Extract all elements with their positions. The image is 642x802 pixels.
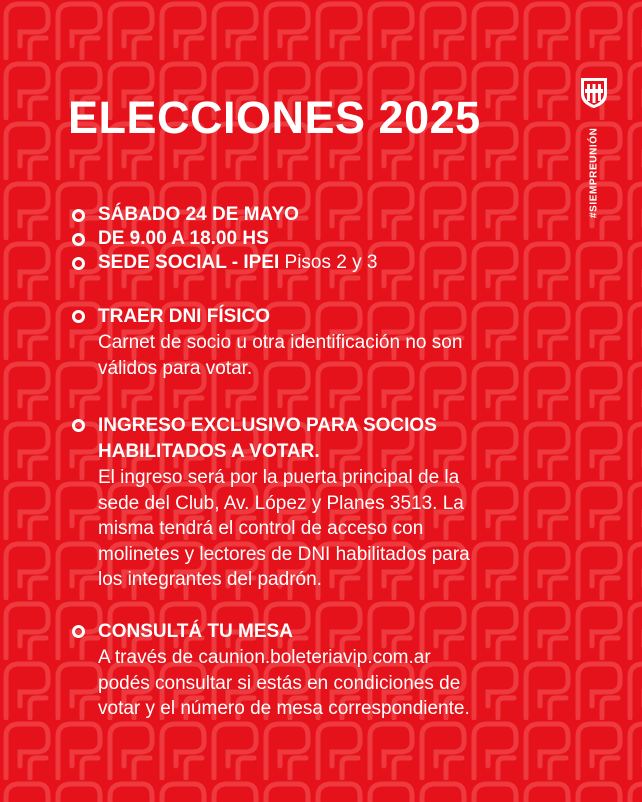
heading-line: TRAER DNI FÍSICO [98,306,271,327]
club-crest-icon [578,76,610,110]
section-table-body [68,645,558,722]
body-line: misma tendrá el control de acceso con [98,518,424,539]
info-location [68,251,558,275]
heading-line: INGRESO EXCLUSIVO PARA SOCIOS [98,415,437,436]
section-dni-heading [68,304,558,330]
section-dni [68,304,558,381]
section-dni-body [68,330,558,381]
body-line: los integrantes del padrón. [98,569,322,590]
bullet-icon [72,257,85,270]
event-info [68,203,558,275]
bullet-icon [72,310,85,323]
body-line: molinetes y lectores de DNI habilitados para [98,543,470,565]
body-line: sede del Club, Av. López y Planes 3513. La [98,492,464,514]
body-line: El ingreso será por la puerta principal de la [98,467,460,488]
info-location-text: SEDE SOCIAL - IPEI [98,252,280,273]
body-line: Carnet de socio u otra identificación no son [98,332,463,353]
side-hashtag-text: #SIEMPREUNIÓN [588,127,600,219]
section-table-heading [68,619,558,645]
bullet-icon [72,419,85,432]
body-line: válidos para votar. [98,357,253,379]
info-time [68,227,558,251]
section-table [68,619,558,722]
heading-line: HABILITADOS A VOTAR. [98,441,320,462]
info-date [68,203,558,227]
info-date-text: SÁBADO 24 DE MAYO [98,204,299,225]
heading-line: CONSULTÁ TU MESA [98,621,293,642]
bullet-icon [72,625,85,638]
section-entry-body [68,465,558,593]
section-entry [68,413,558,593]
body-line: votar y el número de mesa correspondiente. [98,698,470,719]
body-line: A través de caunion.boleteriavip.com.ar [98,647,431,668]
bullet-icon [72,209,85,222]
body-line: podés consultar si estás en condiciones de [98,672,461,694]
section-entry-heading [68,413,558,465]
bullet-icon [72,233,85,246]
info-time-text: DE 9.00 A 18.00 HS [98,228,269,249]
page-title: ELECCIONES 2025 [68,92,481,143]
info-location-floors: Pisos 2 y 3 [279,252,378,273]
